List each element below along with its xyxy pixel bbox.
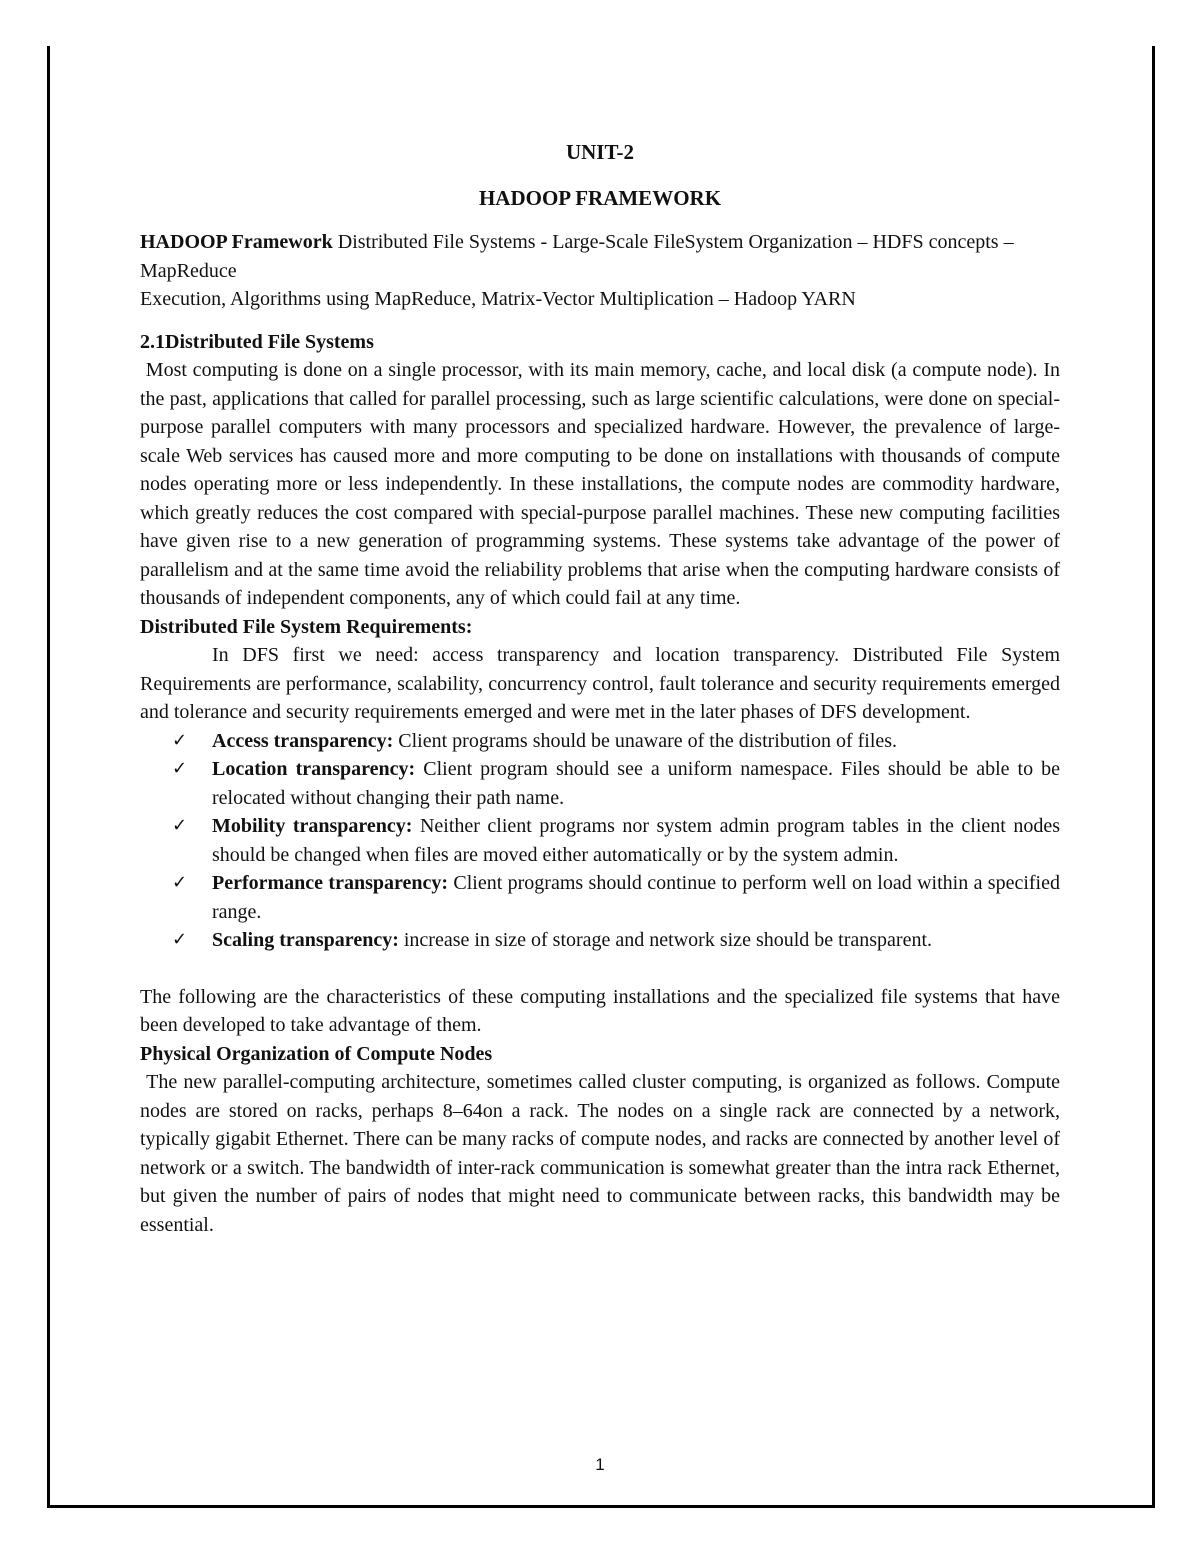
checkmark-icon: ✓ [172,758,188,779]
requirements-heading: Distributed File System Requirements: [140,615,473,638]
checkmark-icon: ✓ [172,815,188,836]
spacer [140,955,1060,983]
overview-line-1 [140,228,1060,285]
unit-heading: UNIT-2 [565,140,635,164]
item-term: Performance transparency: [212,872,449,894]
item-term: Location transparency: [212,758,416,780]
item-text: Client program should see a uniform namespace. Files should be able to be relocated without changing their path name. [212,758,1060,809]
overview-bold-label: HADOOP Framework [140,231,333,253]
page-border-left [47,46,50,1508]
item-term: Access transparency: [212,729,394,752]
list-item [172,727,1060,756]
physical-heading: Physical Organization of Compute Nodes [140,1042,493,1065]
requirements-list [140,727,1060,955]
physical-paragraph: The new parallel-computing architecture, sometimes called cluster computing, is organized as follows. Compute nodes are stored on racks, perhaps 8–64on a rack. The nodes on a single rack are connected by a network, typically gigabit Ethernet. There can be many racks of compute nodes, and racks are connected by another level of network or a switch. The bandwidth of inter-rack communication is somewhat greater than the intra rack Ethernet, but given the number of pairs of nodes that might need to communicate between racks, this bandwidth may be essential. [140,1071,1066,1236]
item-term: Mobility transparency: [212,815,413,837]
overview-topics: Distributed File Systems - Large-Scale FileSystem Organization – HDFS concepts – MapReduce [140,231,1014,282]
list-item [172,812,1060,869]
section-dfs-requirements [140,613,1060,955]
item-term: Scaling transparency: [212,929,399,951]
overview-line-2: Execution, Algorithms using MapReduce, Matrix-Vector Multiplication – Hadoop YARN [140,288,856,310]
requirements-paragraph: In DFS first we need: access transparency and location transparency. Distributed File System Requirements are performance, scalability, concurrency control, fault tolerance and security requirements emerged and tolerance and security requirements emerged and were met in the later phases of DFS development. [140,644,1060,723]
checkmark-icon: ✓ [172,929,188,950]
characteristics-paragraph: The following are the characteristics of these computing installations and the specialized file systems that have been developed to take advantage of them. [140,985,1060,1036]
page-border-right [1152,46,1155,1508]
list-item [172,755,1060,812]
document-page [140,138,1066,1239]
section-distributed-file-systems [140,328,1065,613]
section-heading: 2.1Distributed File Systems [140,330,374,353]
list-item [172,926,1060,955]
unit-overview [140,228,1060,314]
section-physical-organization [140,1040,1066,1240]
section-paragraph: Most computing is done on a single processor, with its main memory, cache, and local disk (a compute node). In the past, applications that called for parallel processing, such as large scientific calculations, were done on special-purpose parallel computers with many processors and specialized hardware. However, the prevalence of large-scale Web services has caused more and more computing to be done on installations with thousands of compute nodes operating more or less independently. In these installations, the compute nodes are commodity hardware, which greatly reduces the cost compared with special-purpose parallel machines. These new computing facilities have given rise to a new generation of programming systems. These systems take advantage of the power of parallelism and at the same time avoid the reliability problems that arise when the computing hardware consists of thousands of independent components, any of which could fail at any time. [140,359,1065,609]
list-item [172,869,1060,926]
item-text: increase in size of storage and network size should be transparent. [398,929,933,951]
page-number: 1 [595,1455,605,1474]
checkmark-icon: ✓ [172,729,188,751]
checkmark-icon: ✓ [172,872,188,893]
item-text: Client programs should be unaware of the distribution of files. [393,729,898,752]
page-border-bottom [47,1505,1155,1508]
item-text: Neither client programs nor system admin program tables in the client nodes should be changed when files are moved either automatically or by the system admin. [212,815,1060,866]
page-title: HADOOP FRAMEWORK [478,186,722,210]
item-text: Client programs should continue to perform well on load within a specified range. [212,872,1060,923]
